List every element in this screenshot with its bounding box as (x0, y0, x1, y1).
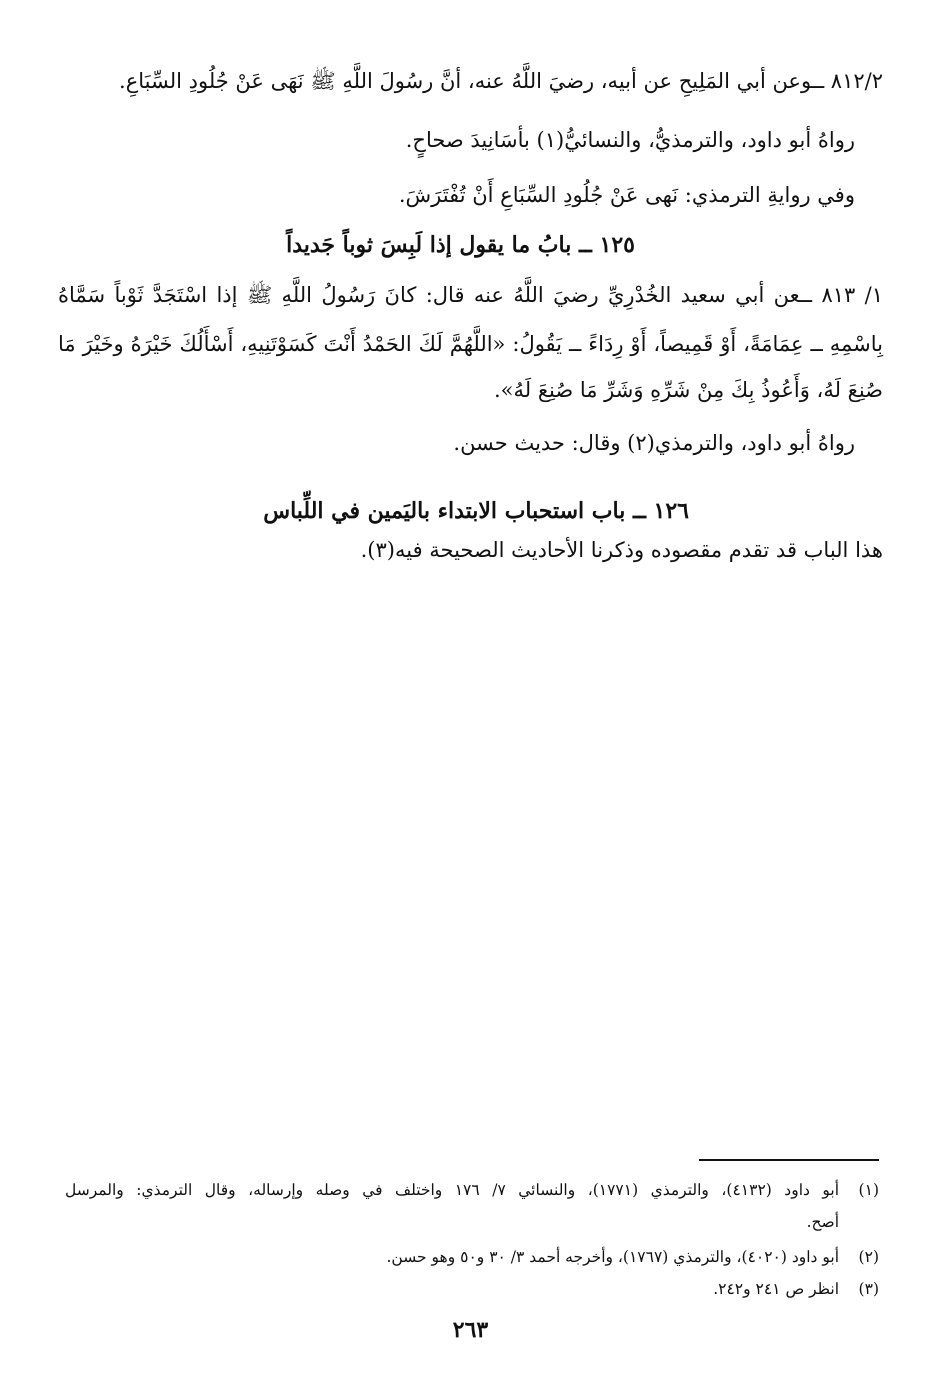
footnote-2-number: (٢) (858, 1248, 879, 1266)
footnote-1-number: (١) (858, 1181, 879, 1199)
hadith-812-line-1: ٨١٢/٢ ــوعن أبي المَلِيحِ عن أبيه، رضيَ اللَّهُ عنه، أنَّ رسُولَ اللَّهِ ﷺ نَهَى عَنْ جُلُودِ السِّبَاعِ. (119, 69, 883, 93)
footnote-2-line-1: أبو داود (٤٠٢٠)، والترمذي (١٧٦٧)، وأخرجه أحمد ٣/ ٣٠ و٥٠ وهو حسن. (386, 1248, 839, 1266)
footnote-3-number: (٣) (858, 1280, 879, 1298)
footnote-1-line-1: أبو داود (٤١٣٢)، والترمذي (١٧٧١)، والنسائي ٧/ ١٧٦ واختلف في وصله وإرساله، وقال الترمذي: والمرسل (65, 1181, 840, 1199)
hadith-812-line-2: رواهُ أبو داود، والترمذيُّ، والنسائيُّ(١) بأسَانِيدَ صحاحٍ. (405, 128, 855, 152)
hadith-812-line-3: وفي روايةِ الترمذي: نَهى عَنْ جُلُودِ السِّبَاعِ أَنْ تُفْتَرَشَ. (398, 183, 855, 207)
hadith-813-line-2: بِاسْمِهِ ــ عِمَامَةً، أَوْ قَمِيصاً، أَوْ رِدَاءً ــ يَقُولُ: «اللَّهُمَّ لَكَ الحَمْدُ أَنْتَ كَسَوْتَنِيهِ، أَسْأَلُكَ خَيْرَهُ وخَيْرَ مَا (58, 332, 883, 356)
chapter-125-heading: ١٢٥ ــ بابُ ما يقول إذا لَبِسَ ثوباً جَديداً (286, 232, 635, 258)
page-number: ٢٦٣ (452, 1317, 489, 1343)
hadith-813-line-1: ١/ ٨١٣ ــعن أبي سعيد الخُدْرِيِّ رضيَ اللَّهُ عنه قال: كانَ رَسُولُ اللَّهِ ﷺ إذا اسْتَجَدَّ ثَوْباً سَمَّاهُ (58, 283, 883, 307)
footnote-3-line-1: انظر ص ٢٤١ و٢٤٢. (713, 1280, 839, 1298)
chapter-126-text: هذا الباب قد تقدم مقصوده وذكرنا الأحاديث الصحيحة فيه(٣). (360, 538, 883, 562)
hadith-813-line-4: رواهُ أبو داود، والترمذي(٢) وقال: حديث حسن. (453, 431, 855, 455)
footnote-separator (699, 1159, 879, 1161)
chapter-126-heading: ١٢٦ ــ باب استحباب الابتداء باليَمين في اللِّباس (263, 498, 689, 524)
footnote-1-line-2: أصح. (806, 1213, 839, 1231)
hadith-813-line-3: صُنِعَ لَهُ، وَأَعُوذُ بِكَ مِنْ شَرِّهِ وَشَرِّ مَا صُنِعَ لَهُ». (493, 378, 883, 402)
